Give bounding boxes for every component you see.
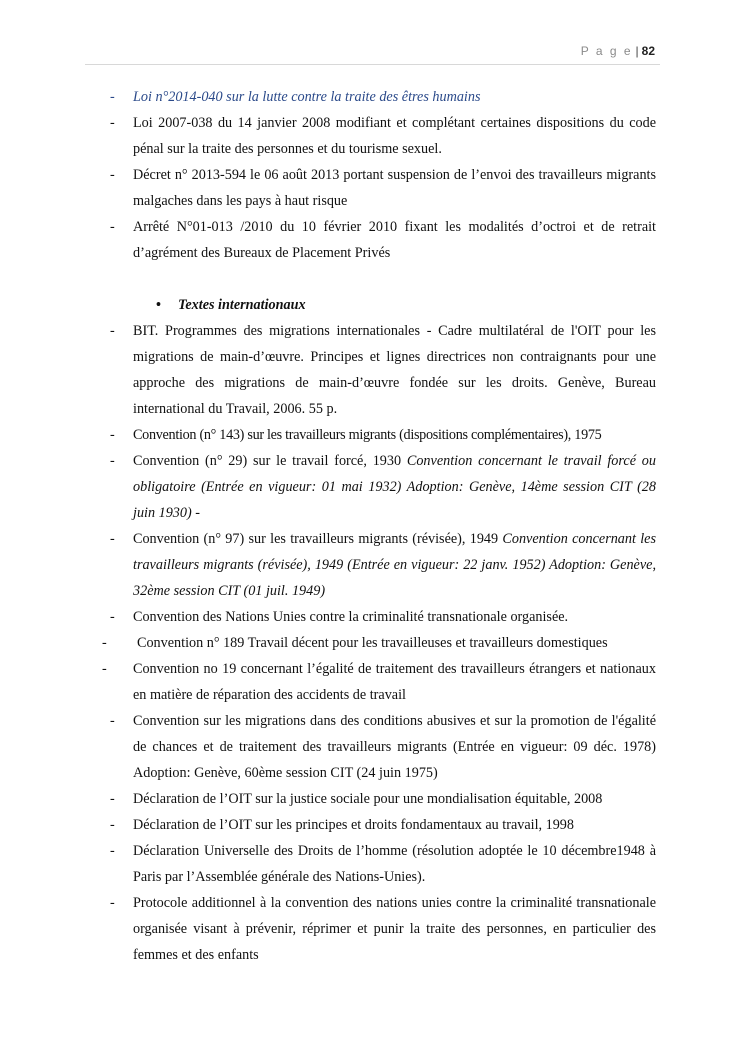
page-separator: | [635, 44, 639, 58]
dash-bullet: - [110, 713, 115, 729]
list-item [104, 422, 656, 448]
list-item-text: Loi 2007-038 du 14 janvier 2008 modifiant et complétant certaines dispositions du code pénal sur la traite des personnes et du tourisme sexuel. [133, 115, 656, 157]
list-item-text: Convention (n° 143) sur les travailleurs migrants (dispositions complémentaires), 1975 [133, 427, 602, 443]
list-item-text: Déclaration de l’OIT sur les principes et droits fondamentaux au travail, 1998 [133, 817, 574, 833]
list-item-text: Loi n°2014-040 sur la lutte contre la traite des êtres humains [133, 89, 481, 105]
dash-bullet: - [102, 661, 107, 677]
list-item-text: Déclaration de l’OIT sur la justice sociale pour une mondialisation équitable, 2008 [133, 791, 603, 807]
list-item [104, 318, 656, 422]
list-item [104, 604, 656, 630]
dash-bullet: - [110, 427, 115, 443]
dash-bullet: - [110, 609, 115, 625]
dash-bullet: - [110, 531, 115, 547]
list-item-text: Convention sur les migrations dans des conditions abusives et sur la promotion de l'égalité de chances et de traitement des travailleurs migrants (Entrée en vigueur: 09 déc. 1978) Adoption: Genève, 60ème session CIT (24 juin 1975) [133, 713, 656, 781]
list-item [104, 812, 656, 838]
list-item [104, 214, 656, 266]
dash-bullet: - [110, 453, 115, 469]
list-item [104, 110, 656, 162]
page-header [581, 44, 655, 58]
list-item-text: Convention no 19 concernant l’égalité de traitement des travailleurs étrangers et nationaux en matière de réparation des accidents de travail [133, 661, 656, 703]
dash-bullet: - [110, 895, 115, 911]
bullet-icon: • [156, 297, 161, 313]
list-item-italic-text: Convention concernant le travail forcé ou obligatoire (Entrée en vigueur: 01 mai 1932) Adoption: Genève, 14ème session CIT (28 juin 1930) - [133, 453, 656, 521]
dash-bullet: - [110, 219, 115, 235]
list-item [104, 708, 656, 786]
list-item [104, 526, 656, 604]
dash-bullet: - [110, 323, 115, 339]
section-heading [104, 292, 656, 318]
dash-bullet: - [110, 817, 115, 833]
list-item [104, 84, 656, 110]
dash-bullet: - [110, 89, 115, 105]
list-item [104, 448, 656, 526]
header-rule [85, 64, 660, 65]
section-title: Textes internationaux [178, 297, 306, 313]
list-item [104, 890, 656, 968]
list-item [104, 786, 656, 812]
list-item-text: Convention (n° 97) sur les travailleurs migrants (révisée), 1949 [133, 531, 503, 547]
list-item-text: Convention des Nations Unies contre la criminalité transnationale organisée. [133, 609, 569, 625]
list-item [104, 656, 656, 708]
list-item [104, 630, 656, 656]
list-item [104, 162, 656, 214]
list-item-text: Déclaration Universelle des Droits de l’homme (résolution adoptée le 10 décembre1948 à Paris par l’Assemblée générale des Nations-Unies). [133, 843, 656, 885]
dash-bullet: - [110, 167, 115, 183]
list-item-italic-text: Convention concernant les travailleurs migrants (révisée), 1949 (Entrée en vigueur: 22 janv. 1952) Adoption: Genève, 32ème session CIT (01 juil. 1949) [133, 531, 656, 599]
page-label: P a g e [580, 44, 633, 58]
list-item-text: BIT. Programmes des migrations internationales - Cadre multilatéral de l'OIT pour les migrations de main-d’œuvre. Principes et lignes directrices non contraignants pour une approche des migrations de main-d’œuvre fondée sur les droits. Genève, Bureau international du Travail, 2006. 55 p. [133, 323, 656, 417]
list-item [104, 838, 656, 890]
dash-bullet: - [110, 843, 115, 859]
dash-bullet: - [110, 791, 115, 807]
dash-bullet: - [102, 635, 107, 651]
page-number: 82 [641, 44, 655, 58]
list-item-text: Protocole additionnel à la convention des nations unies contre la criminalité transnationale organisée visant à prévenir, réprimer et punir la traite des personnes, en particulier des femmes et des enfants [133, 895, 656, 963]
document-body [104, 84, 656, 968]
list-item-text: Arrêté N°01-013 /2010 du 10 février 2010 fixant les modalités d’octroi et de retrait d’agrément des Bureaux de Placement Privés [133, 219, 656, 261]
list-item-text: Décret n° 2013-594 le 06 août 2013 portant suspension de l’envoi des travailleurs migrants malgaches dans les pays à haut risque [133, 167, 656, 209]
list-item-text: Convention n° 189 Travail décent pour les travailleuses et travailleurs domestiques [137, 635, 608, 651]
list-item-text: Convention (n° 29) sur le travail forcé, 1930 [133, 453, 407, 469]
dash-bullet: - [110, 115, 115, 131]
